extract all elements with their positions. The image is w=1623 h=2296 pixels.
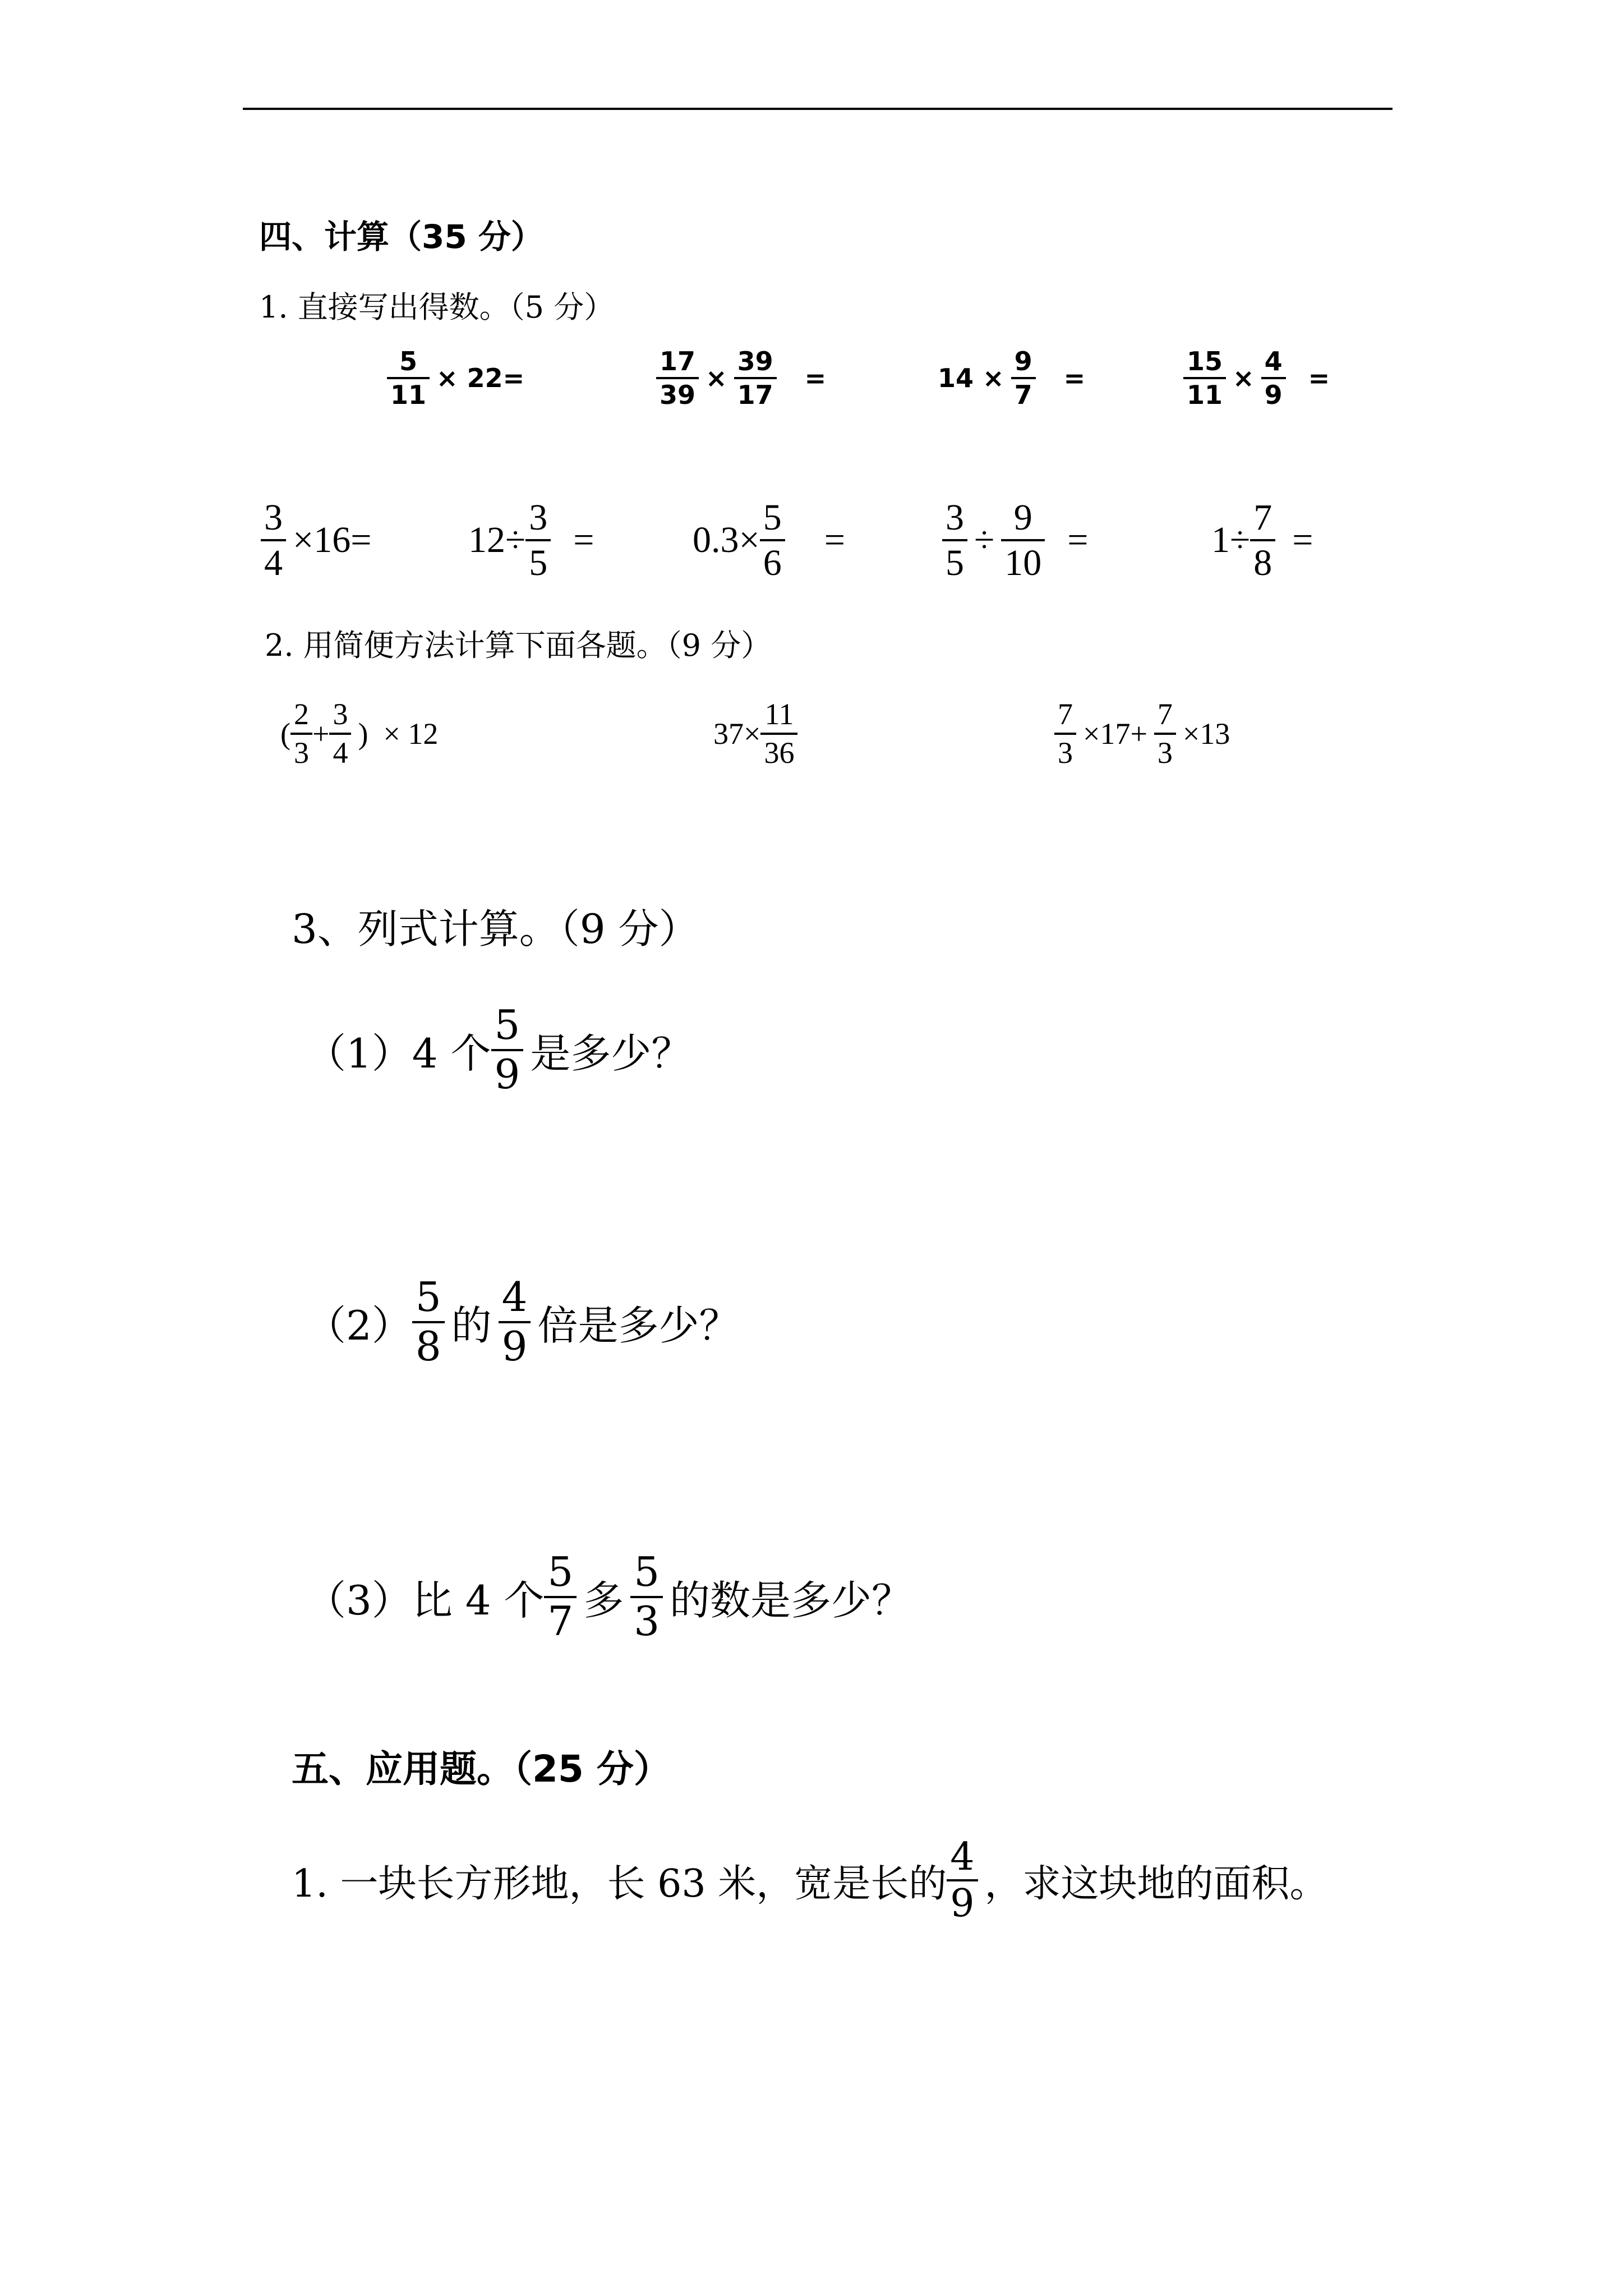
q2-item3: $\frac{7}{3}$ ×17+ $\frac{7}{3}$ ×13: [1054, 698, 1237, 769]
q1-title: 1. 直接写出得数。（5 分）: [259, 289, 615, 325]
q1-row2-item2: 12÷ $\frac{3}{5}$ =: [468, 497, 594, 584]
q3-part2: （2） $\frac{5}{8}$ 的 $\frac{4}{9}$ 倍是多少？: [306, 1273, 740, 1370]
q1-row2-item4: $\frac{3}{5}$ ÷ $\frac{9}{10}$ =: [942, 498, 1095, 583]
q3-title: 3、列式计算。（9 分）: [292, 905, 699, 953]
fraction: $\frac{5}{7}$: [544, 1551, 577, 1642]
q2-item2: 37× $\frac{11}{36}$: [713, 698, 797, 769]
fraction: $\frac{4}{9}$: [1261, 348, 1286, 409]
q3-part3: （3）比 4 个 $\frac{5}{7}$ 多 $\frac{5}{3}$ 的数是多少？: [306, 1548, 912, 1645]
q2-title: 2. 用简便方法计算下面各题。（9 分）: [265, 628, 772, 663]
fraction: $\frac{17}{39}$: [656, 348, 699, 409]
q3-part1: （1）4 个 $\frac{5}{9}$ 是多少？: [306, 1001, 692, 1098]
header-rule: [243, 108, 1393, 110]
q1-row1-item2: $\frac{17}{39}$ × $\frac{39}{17}$ =: [656, 348, 833, 409]
fraction: $\frac{5}{3}$: [630, 1551, 663, 1642]
q2-item1: ( $\frac{2}{3}$ + $\frac{3}{4}$ ) × 12: [280, 697, 439, 770]
fraction: $\frac{3}{4}$: [261, 498, 286, 583]
fraction: $\frac{2}{3}$: [291, 698, 312, 769]
q1-row2-item1: $\frac{3}{4}$ ×16=: [261, 498, 378, 583]
fraction: $\frac{5}{6}$: [760, 498, 785, 583]
fraction: $\frac{3}{5}$: [525, 498, 551, 583]
fraction: $\frac{15}{11}$: [1183, 348, 1226, 409]
fraction: $\frac{4}{9}$: [499, 1276, 531, 1368]
fraction: $\frac{5}{9}$: [491, 1004, 524, 1096]
s5-q1: 1. 一块长方形地，长 63 米，宽是长的 $\frac{4}{9}$ ，求这块地的面积。: [292, 1835, 1328, 1926]
section-heading-4: 四、计算（35 分）: [259, 218, 543, 256]
fraction: $\frac{5}{8}$: [412, 1276, 445, 1368]
fraction: $\frac{3}{5}$: [942, 498, 967, 583]
q1-row2-item3: 0.3× $\frac{5}{6}$ =: [693, 497, 845, 584]
q1-row1-item1: $\frac{5}{11}$ × 22=: [387, 348, 531, 409]
q1-row2-item5: 1÷ $\frac{7}{8}$ =: [1211, 497, 1313, 584]
fraction: $\frac{7}{3}$: [1054, 698, 1076, 769]
fraction: $\frac{9}{10}$: [1001, 498, 1045, 583]
q1-row1-item3: 14 × $\frac{9}{7}$ =: [938, 346, 1086, 411]
fraction: $\frac{39}{17}$: [734, 348, 777, 409]
fraction: $\frac{9}{7}$: [1011, 348, 1036, 409]
fraction: $\frac{3}{4}$: [329, 698, 351, 769]
fraction: $\frac{5}{11}$: [387, 348, 430, 409]
fraction: $\frac{11}{36}$: [760, 698, 797, 769]
fraction: $\frac{4}{9}$: [947, 1837, 978, 1924]
section-heading-5: 五、应用题。（25 分）: [292, 1747, 671, 1791]
fraction: $\frac{7}{3}$: [1154, 698, 1176, 769]
q1-row1-item4: $\frac{15}{11}$ × $\frac{4}{9}$ =: [1183, 348, 1336, 409]
fraction: $\frac{7}{8}$: [1250, 498, 1275, 583]
